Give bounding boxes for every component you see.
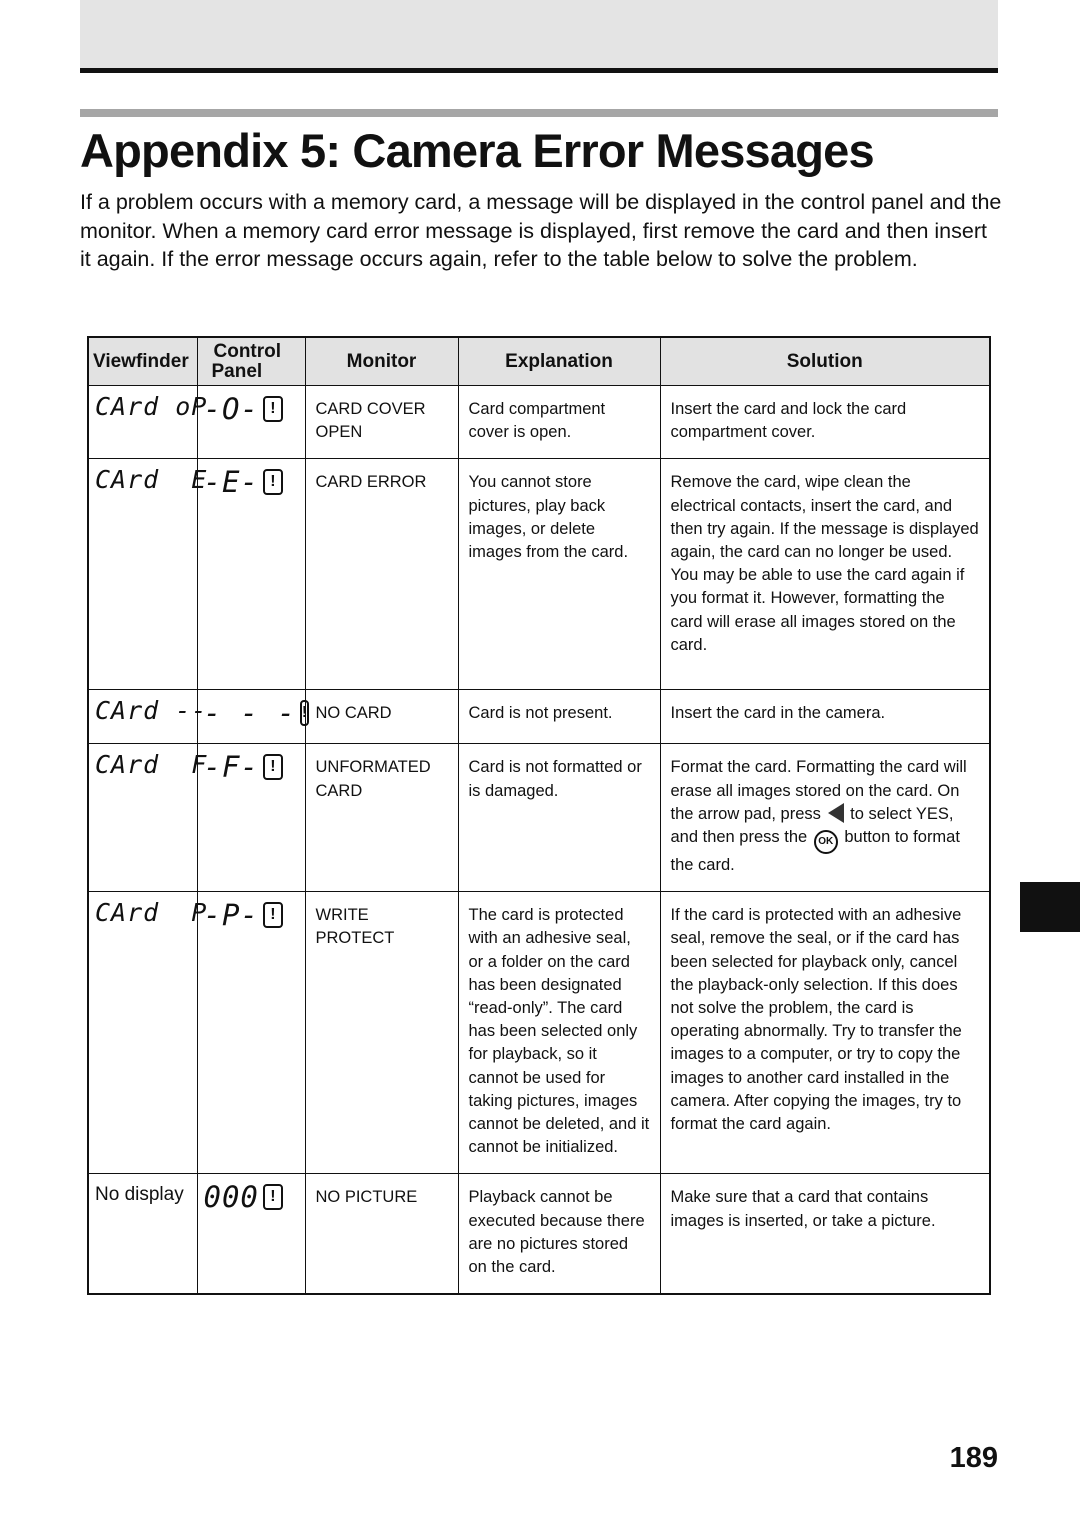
viewfinder-display: CArd oP <box>95 392 208 421</box>
exclamation-warning-icon: ! <box>263 396 283 422</box>
control-panel-display <box>204 392 299 426</box>
solution-cell <box>660 744 990 892</box>
table-row <box>88 386 990 459</box>
table-header-row <box>88 337 990 386</box>
monitor-cell: NO PICTURE <box>305 1174 458 1294</box>
intro-paragraph: If a problem occurs with a memory card, a message will be displayed in the control panel and the monitor. When a memory card error message is displayed, first remove the card and then insert it again. If the error message occurs again, refer to the table below to solve the problem. <box>80 190 1002 271</box>
control-panel-code: -O- <box>203 392 259 426</box>
control-panel-code: -E- <box>203 465 259 500</box>
viewfinder-no-display: No display <box>95 1184 184 1206</box>
exclamation-warning-icon: ! <box>263 754 283 780</box>
solution-cell: If the card is protected with an adhesive seal, remove the seal, or if the card has been selected for playback only, cancel the playback-only selection. If this does not solve the problem, the card is operating abnormally. Try to transfer the images to a computer, or try to copy the images to another card installed in the camera. After copying the images, try to format the card again. <box>660 892 990 1174</box>
control-panel-display <box>204 898 299 932</box>
table-row <box>88 1174 990 1294</box>
header-rule <box>80 68 998 73</box>
control-panel-code: -F- <box>203 750 259 785</box>
control-panel-display <box>204 465 299 499</box>
viewfinder-cell <box>88 892 208 1174</box>
header-band <box>80 0 998 68</box>
viewfinder-cell <box>88 386 208 459</box>
viewfinder-cell <box>88 690 208 744</box>
viewfinder-cell <box>88 1174 197 1294</box>
header-viewfinder: Viewfinder <box>88 337 197 386</box>
exclamation-warning-icon: ! <box>300 700 309 726</box>
page-title: Appendix 5: Camera Error Messages <box>80 124 874 177</box>
viewfinder-display: CArd E <box>95 465 208 495</box>
page-number: 189 <box>949 1442 998 1474</box>
solution-text-b: to select YES, and then press the <box>670 804 954 847</box>
control-panel-code: - - - <box>203 696 296 731</box>
monitor-cell: UNFORMATED CARD <box>305 744 458 892</box>
solution-cell: Insert the card in the camera. <box>660 690 990 744</box>
solution-text: Remove the card, wipe clean the electrical contacts, insert the card, and then try again. If the message is displayed again, the card can no longer be used. <box>670 473 979 562</box>
control-panel-cell <box>197 744 305 892</box>
explanation-cell: The card is protected with an adhesive seal, or a folder on the card has been designated “read-only”. The card has been selected only for playback, so it cannot be used for taking pictures, images cannot be deleted, and it cannot be initialized. <box>458 892 660 1174</box>
monitor-cell: CARD COVER OPEN <box>305 386 458 459</box>
left-arrow-icon <box>828 803 844 823</box>
solution-cell: Make sure that a card that contains images is inserted, or take a picture. <box>660 1174 990 1294</box>
header-control-line2: Panel <box>211 360 263 382</box>
control-panel-display <box>204 1180 299 1214</box>
exclamation-warning-icon: ! <box>263 469 283 495</box>
control-panel-code: 000 <box>203 1180 259 1215</box>
section-thumb-tab <box>1020 882 1080 932</box>
header-monitor: Monitor <box>305 337 458 386</box>
solution-cell <box>660 459 990 690</box>
viewfinder-display: CArd P <box>95 898 208 928</box>
control-panel-cell <box>197 386 305 459</box>
monitor-cell: WRITE PROTECT <box>305 892 458 1174</box>
viewfinder-cell <box>88 744 208 892</box>
table-row <box>88 744 990 892</box>
solution-text-a: Format the card. Formatting the card will erase all images stored on the card. On the arrow pad, press <box>670 758 967 823</box>
control-panel-display <box>203 696 308 731</box>
solution-text-2: You may be able to use the card again if you format it. However, formatting the card will erase all images stored on the card. <box>670 566 965 654</box>
header-explanation: Explanation <box>458 337 660 386</box>
exclamation-warning-icon: ! <box>263 902 283 928</box>
control-panel-code: -P- <box>203 898 259 933</box>
header-control-panel <box>197 337 305 386</box>
explanation-cell: Card is not present. <box>458 690 660 744</box>
viewfinder-cell <box>88 459 208 690</box>
control-panel-cell <box>197 690 308 744</box>
control-panel-cell <box>197 1174 305 1294</box>
monitor-cell: NO CARD <box>305 690 458 744</box>
control-panel-display <box>204 750 299 784</box>
explanation-cell: Playback cannot be executed because there are no pictures stored on the card. <box>458 1174 660 1294</box>
header-control-line1: Control <box>213 340 282 362</box>
explanation-cell: Card compartment cover is open. <box>458 386 660 459</box>
explanation-cell: Card is not formatted or is damaged. <box>458 744 660 892</box>
error-messages-table <box>87 336 991 1295</box>
solution-text-c: button to format the card. <box>670 828 960 875</box>
title-bar <box>80 109 998 117</box>
control-panel-cell <box>197 892 305 1174</box>
exclamation-warning-icon: ! <box>263 1184 283 1210</box>
control-panel-cell <box>197 459 305 690</box>
table-row <box>88 690 990 744</box>
table-row <box>88 892 990 1174</box>
solution-cell: Insert the card and lock the card compartment cover. <box>660 386 990 459</box>
monitor-cell: CARD ERROR <box>305 459 458 690</box>
explanation-cell: You cannot store pictures, play back images, or delete images from the card. <box>458 459 660 690</box>
table-row <box>88 459 990 690</box>
ok-button-icon: OK <box>814 830 838 854</box>
header-solution: Solution <box>660 337 990 386</box>
viewfinder-display: CArd -- <box>95 696 208 726</box>
viewfinder-display: CArd F <box>95 750 208 780</box>
